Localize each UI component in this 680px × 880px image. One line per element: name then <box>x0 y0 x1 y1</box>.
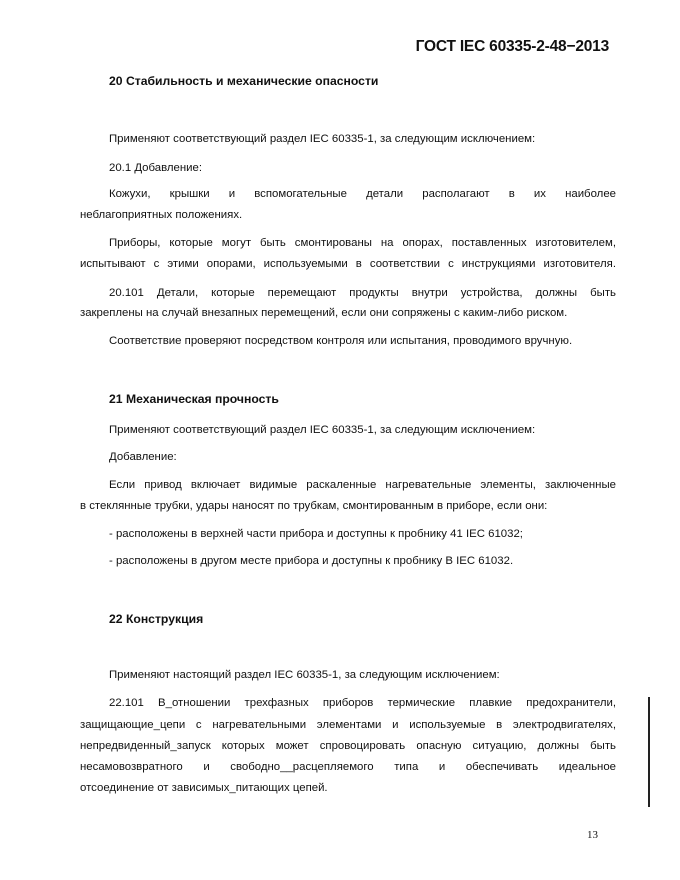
section-21-line-6: - расположены в другом месте прибора и доступны к пробнику B IEC 61032. <box>109 555 514 567</box>
section-22-line-4: непредвиденный_запуск которых может спровоцировать опасную ситуацию, должны быть <box>80 740 616 752</box>
section-20-line-9: Соответствие проверяют посредством контроля или испытания, проводимого вручную. <box>109 335 573 347</box>
section-20-line-8: закреплены на случай внезапных перемещений, если они сопряжены с каким-либо риском. <box>80 307 568 319</box>
section-20-line-3: Кожухи, крышки и вспомогательные детали располагают в их наиболее <box>109 188 616 200</box>
section-22-line-3: защищающие_цепи с нагревательными элементами и используемые в электродвигателях, <box>80 719 616 731</box>
section-22-line-5: несамовозвратного и свободно__расцепляемого типа и обеспечивать идеальное <box>80 761 616 773</box>
section-20-line-1: Применяют соответствующий раздел IEC 60335-1, за следующим исключением: <box>109 133 536 145</box>
section-20-line-7: 20.101 Детали, которые перемещают продукты внутри устройства, должны быть <box>109 287 616 299</box>
section-21-line-5: - расположены в верхней части прибора и доступны к пробнику 41 IEC 61032; <box>109 528 523 540</box>
section-20-heading: 20 Стабильность и механические опасности <box>109 74 379 88</box>
section-21-line-2: Добавление: <box>109 451 177 463</box>
section-22-heading: 22 Конструкция <box>109 612 204 626</box>
section-21-heading: 21 Механическая прочность <box>109 392 279 406</box>
section-21-line-4: в стеклянные трубки, удары наносят по трубкам, смонтированным в приборе, если они: <box>80 500 548 512</box>
section-20-line-4: неблагоприятных положениях. <box>80 209 243 221</box>
section-20-line-6: испытывают с этими опорами, используемыми в соответствии с инструкциями изготовителя. <box>80 258 616 270</box>
section-22-line-6: отсоединение от зависимых_питающих цепей. <box>80 782 328 794</box>
page-number: 13 <box>587 829 598 841</box>
section-20-line-5: Приборы, которые могут быть смонтированы на опорах, поставленных изготовителем, <box>109 237 616 249</box>
document-header-id: ГОСТ IEC 60335-2-48−2013 <box>415 38 609 55</box>
section-22-line-1: Применяют настоящий раздел IEC 60335-1, за следующим исключением: <box>109 669 500 681</box>
section-21-line-1: Применяют соответствующий раздел IEC 60335-1, за следующим исключением: <box>109 424 536 436</box>
section-20-line-2: 20.1 Добавление: <box>109 162 203 174</box>
section-21-line-3: Если привод включает видимые раскаленные нагревательные элементы, заключенные <box>109 479 616 491</box>
section-22-line-2: 22.101 В_отношении трехфазных приборов термические плавкие предохранители, <box>109 697 616 709</box>
change-bar <box>648 697 650 807</box>
